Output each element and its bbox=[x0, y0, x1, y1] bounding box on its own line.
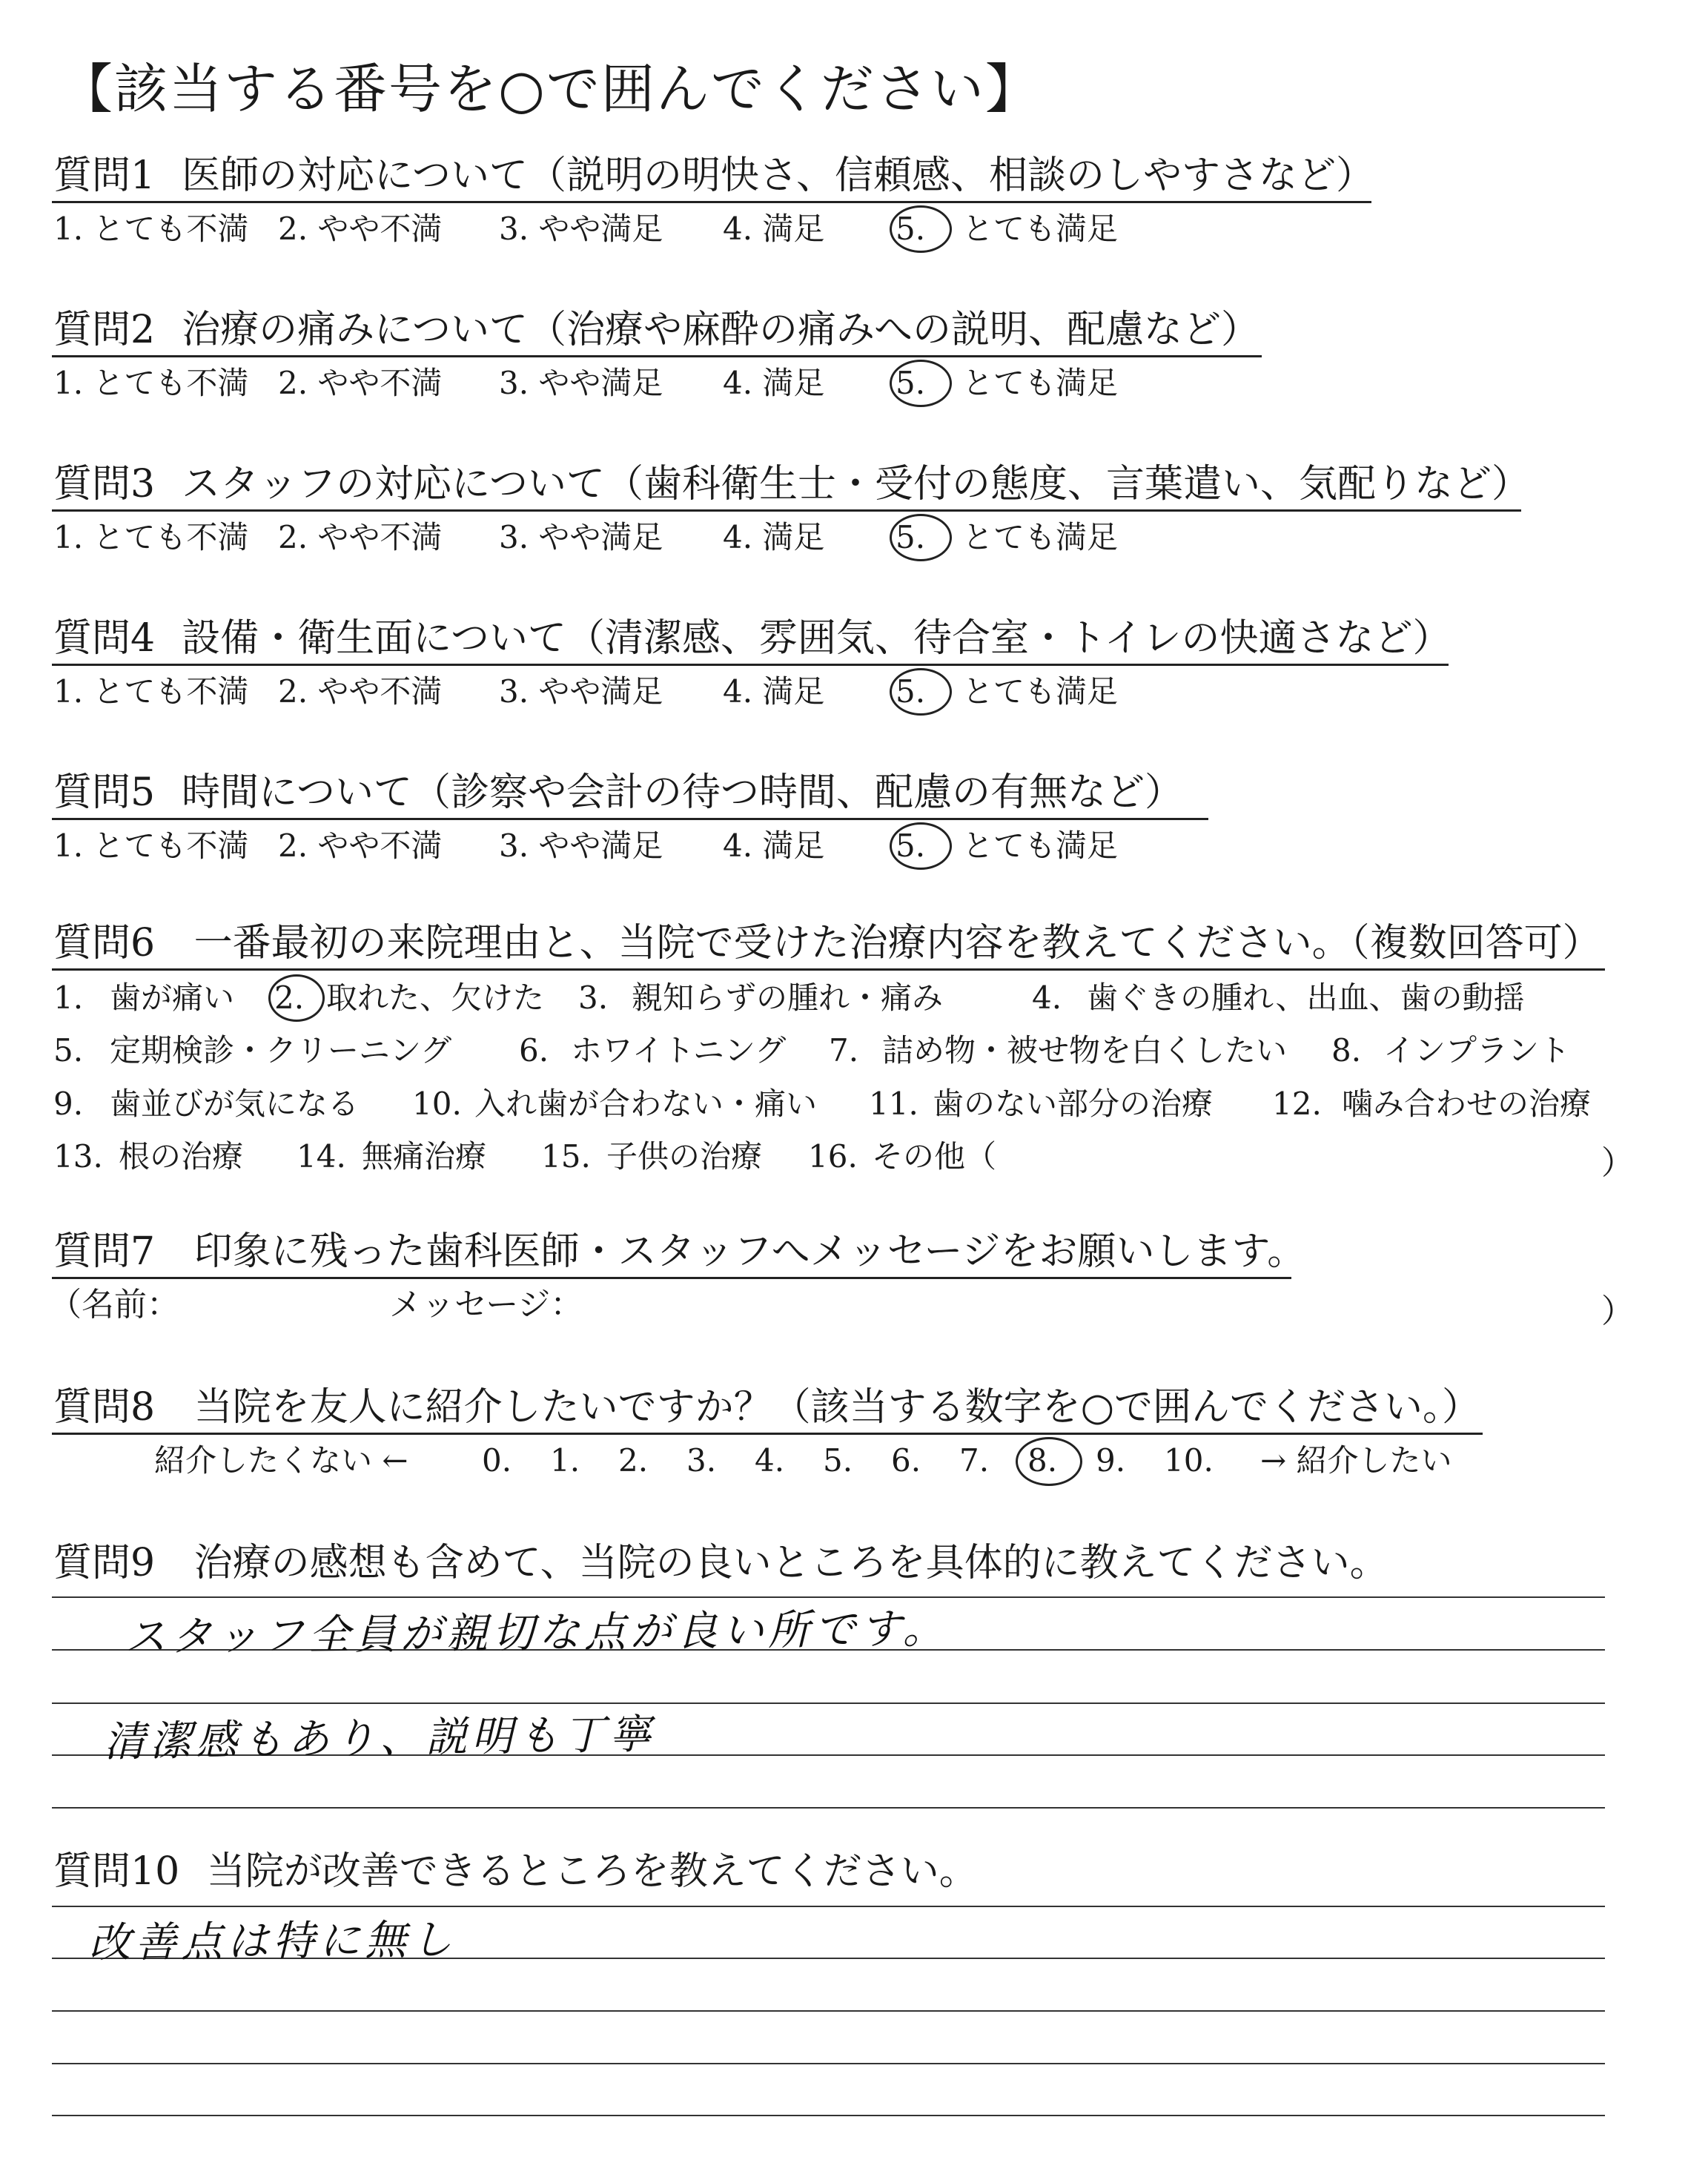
question-6-heading bbox=[53, 919, 1601, 967]
question-4-underline bbox=[52, 664, 1449, 666]
q2-option[interactable]: 4. 満足 bbox=[723, 365, 825, 401]
q6-option-number[interactable]: 15. bbox=[541, 1138, 591, 1175]
q10-answer-line-1: 改善点は特に無し bbox=[88, 1915, 457, 1968]
question-2-underline bbox=[52, 355, 1262, 357]
q8-scale-option[interactable]: 8. bbox=[1027, 1442, 1058, 1479]
q3-option[interactable]: 1. とても不満 bbox=[53, 519, 249, 555]
q5-option[interactable]: 4. 満足 bbox=[723, 828, 825, 864]
q8-low-label: 紹介したくない ← bbox=[154, 1442, 408, 1479]
q6-option-number[interactable]: 1. bbox=[53, 980, 84, 1016]
q5-option[interactable]: 3. やや満足 bbox=[499, 828, 663, 864]
question-1-label: 質問1 bbox=[53, 153, 156, 198]
q1-option[interactable]: とても満足 bbox=[962, 211, 1119, 247]
q7-name-label: （名前： bbox=[49, 1286, 179, 1324]
q4-option[interactable]: 3. やや満足 bbox=[499, 673, 663, 710]
q1-option[interactable]: 2. やや不満 bbox=[278, 211, 443, 247]
q6-option-label[interactable]: 無痛治療 bbox=[362, 1138, 487, 1175]
q1-option[interactable]: 1. とても不満 bbox=[53, 211, 249, 247]
question-2-text: 治療の痛みについて（治療や麻酔の痛みへの説明、配慮など） bbox=[182, 308, 1260, 352]
q3-option[interactable]: とても満足 bbox=[962, 519, 1119, 555]
question-4-heading bbox=[53, 615, 1451, 662]
q10-rule bbox=[52, 1906, 1605, 1907]
q8-high-label: → 紹介したい bbox=[1260, 1442, 1452, 1479]
q3-option[interactable]: 2. やや不満 bbox=[278, 519, 443, 555]
question-2-label: 質問2 bbox=[53, 308, 156, 352]
q3-option[interactable]: 5. bbox=[896, 519, 926, 555]
q8-scale-option[interactable]: 3. bbox=[686, 1442, 717, 1479]
q6-option-label[interactable]: 子供の治療 bbox=[606, 1138, 763, 1175]
q7-message-label: メッセージ： bbox=[389, 1286, 583, 1324]
question-1-heading bbox=[53, 152, 1374, 199]
q5-option[interactable]: 2. やや不満 bbox=[278, 828, 443, 864]
q5-option[interactable]: 1. とても不満 bbox=[53, 828, 249, 864]
q8-scale-option[interactable]: 7. bbox=[959, 1442, 990, 1479]
question-10-label: 質問10 bbox=[53, 1849, 180, 1894]
q6-option-number[interactable]: 13. bbox=[53, 1138, 103, 1175]
q6-option-label[interactable]: 歯並びが気になる bbox=[110, 1086, 360, 1122]
q6-option-number[interactable]: 14. bbox=[297, 1138, 346, 1175]
q6-other-close: ） bbox=[1601, 1144, 1634, 1182]
question-8-text: 当院を友人に紹介したいですか？（該当する数字を○で囲んでください。） bbox=[193, 1385, 1480, 1430]
question-3-label: 質問3 bbox=[53, 462, 156, 506]
q9-rule bbox=[52, 1807, 1605, 1809]
q4-option[interactable]: 4. 満足 bbox=[723, 673, 825, 710]
q10-rule bbox=[52, 2115, 1605, 2116]
q6-option-number[interactable]: 9. bbox=[53, 1086, 84, 1122]
question-2-heading bbox=[53, 306, 1260, 354]
q6-option-label[interactable]: その他（ bbox=[872, 1138, 997, 1175]
question-6-underline bbox=[52, 968, 1605, 971]
q10-rule bbox=[52, 2063, 1605, 2064]
question-7-underline bbox=[52, 1277, 1291, 1279]
q7-close: ） bbox=[1601, 1292, 1634, 1330]
q6-option-number[interactable]: 11. bbox=[869, 1086, 918, 1122]
q6-option-label[interactable]: 親知らずの腫れ・痛み bbox=[632, 980, 944, 1016]
q3-option[interactable]: 4. 満足 bbox=[723, 519, 825, 555]
q2-option[interactable]: 5. bbox=[896, 365, 926, 401]
q6-option-label[interactable]: 詰め物・被せ物を白くしたい bbox=[882, 1032, 1288, 1069]
q3-option[interactable]: 3. やや満足 bbox=[499, 519, 663, 555]
question-3-underline bbox=[52, 509, 1521, 512]
q8-scale-option[interactable]: 2. bbox=[618, 1442, 649, 1479]
q6-option-number[interactable]: 10. bbox=[412, 1086, 462, 1122]
question-6-text: 一番最初の来院理由と、当院で受けた治療内容を教えてください。（複数回答可） bbox=[193, 921, 1601, 965]
question-1-underline bbox=[52, 201, 1371, 203]
question-5-text: 時間について（診察や会計の待つ時間、配慮の有無など） bbox=[182, 770, 1184, 815]
q6-option-label[interactable]: 定期検診・クリーニング bbox=[110, 1032, 452, 1069]
q6-option-label[interactable]: 入れ歯が合わない・痛い bbox=[474, 1086, 818, 1122]
question-5-label: 質問5 bbox=[53, 770, 156, 815]
q8-scale-option[interactable]: 0. bbox=[482, 1442, 512, 1479]
q6-option-number[interactable]: 8. bbox=[1331, 1032, 1362, 1069]
q1-option[interactable]: 4. 満足 bbox=[723, 211, 825, 247]
q9-answer-line-1: スタッフ全員が親切な点が良い所です。 bbox=[124, 1605, 949, 1662]
q6-option-label[interactable]: 取れた、欠けた bbox=[326, 980, 545, 1016]
question-3-heading bbox=[53, 460, 1530, 508]
q8-scale-option[interactable]: 10. bbox=[1164, 1442, 1214, 1479]
q6-option-number[interactable]: 16. bbox=[808, 1138, 858, 1175]
question-5-underline bbox=[52, 818, 1208, 820]
q1-option[interactable]: 5. bbox=[896, 211, 926, 247]
q6-option-label[interactable]: 歯のない部分の治療 bbox=[933, 1086, 1214, 1122]
question-6-label: 質問6 bbox=[53, 921, 156, 965]
q9-answer-line-2: 清潔感もあり、説明も丁寧 bbox=[103, 1710, 656, 1767]
q8-scale-option[interactable]: 4. bbox=[755, 1442, 785, 1479]
q4-option[interactable]: とても満足 bbox=[962, 673, 1119, 710]
q2-option[interactable]: 3. やや満足 bbox=[499, 365, 663, 401]
q9-rule bbox=[52, 1702, 1605, 1704]
question-5-heading bbox=[53, 769, 1183, 816]
q6-option-number[interactable]: 4. bbox=[1032, 980, 1062, 1016]
question-7-text: 印象に残った歯科医師・スタッフへメッセージをお願いします。 bbox=[193, 1229, 1306, 1274]
q6-option-label[interactable]: 噛み合わせの治療 bbox=[1342, 1086, 1592, 1122]
question-8-heading bbox=[53, 1384, 1480, 1431]
q6-option-number[interactable]: 6. bbox=[519, 1032, 549, 1069]
question-9-label: 質問9 bbox=[53, 1541, 156, 1585]
q6-option-number[interactable]: 2. bbox=[274, 980, 305, 1016]
q6-option-number[interactable]: 5. bbox=[53, 1032, 84, 1069]
q6-option-label[interactable]: ホワイトニング bbox=[571, 1032, 787, 1069]
question-10-heading bbox=[53, 1848, 978, 1895]
question-8-underline bbox=[52, 1433, 1483, 1435]
q5-option[interactable]: 5. bbox=[896, 828, 926, 864]
q4-option[interactable]: 1. とても不満 bbox=[53, 673, 249, 710]
question-7-label: 質問7 bbox=[53, 1229, 156, 1274]
q6-option-label[interactable]: インプラント bbox=[1383, 1032, 1571, 1069]
q6-option-label[interactable]: 歯ぐきの腫れ、出血、歯の動揺 bbox=[1087, 980, 1525, 1016]
q1-option[interactable]: 3. やや満足 bbox=[499, 211, 663, 247]
q8-scale-option[interactable]: 1. bbox=[550, 1442, 580, 1479]
q2-option[interactable]: 1. とても不満 bbox=[53, 365, 249, 401]
q6-option-number[interactable]: 3. bbox=[578, 980, 609, 1016]
q10-rule bbox=[52, 2010, 1605, 2012]
q6-option-label[interactable]: 根の治療 bbox=[119, 1138, 244, 1175]
q8-scale-option[interactable]: 5. bbox=[823, 1442, 853, 1479]
question-8-label: 質問8 bbox=[53, 1385, 156, 1430]
question-9-text: 治療の感想も含めて、当院の良いところを具体的に教えてください。 bbox=[193, 1541, 1388, 1585]
question-1-text: 医師の対応について（説明の明快さ、信頼感、相談のしやすさなど） bbox=[182, 153, 1374, 198]
question-3-text: スタッフの対応について（歯科衛生士・受付の態度、言葉遣い、気配りなど） bbox=[182, 462, 1531, 506]
q8-scale-option[interactable]: 6. bbox=[891, 1442, 921, 1479]
question-4-text: 設備・衛生面について（清潔感、雰囲気、待合室・トイレの快適さなど） bbox=[182, 616, 1452, 661]
form-instruction: 【該当する番号を○で囲んでください】 bbox=[59, 58, 1040, 120]
q4-option[interactable]: 5. bbox=[896, 673, 926, 710]
q8-scale-option[interactable]: 9. bbox=[1096, 1442, 1126, 1479]
q6-option-number[interactable]: 7. bbox=[829, 1032, 859, 1069]
question-9-heading bbox=[53, 1539, 1388, 1587]
q5-option[interactable]: とても満足 bbox=[962, 828, 1119, 864]
q6-option-label[interactable]: 歯が痛い bbox=[110, 980, 235, 1016]
q6-option-number[interactable]: 12. bbox=[1272, 1086, 1322, 1122]
question-10-text: 当院が改善できるところを教えてください。 bbox=[206, 1849, 978, 1894]
q4-option[interactable]: 2. やや不満 bbox=[278, 673, 443, 710]
question-7-heading bbox=[53, 1228, 1305, 1275]
question-4-label: 質問4 bbox=[53, 616, 156, 661]
q2-option[interactable]: とても満足 bbox=[962, 365, 1119, 401]
q2-option[interactable]: 2. やや不満 bbox=[278, 365, 443, 401]
